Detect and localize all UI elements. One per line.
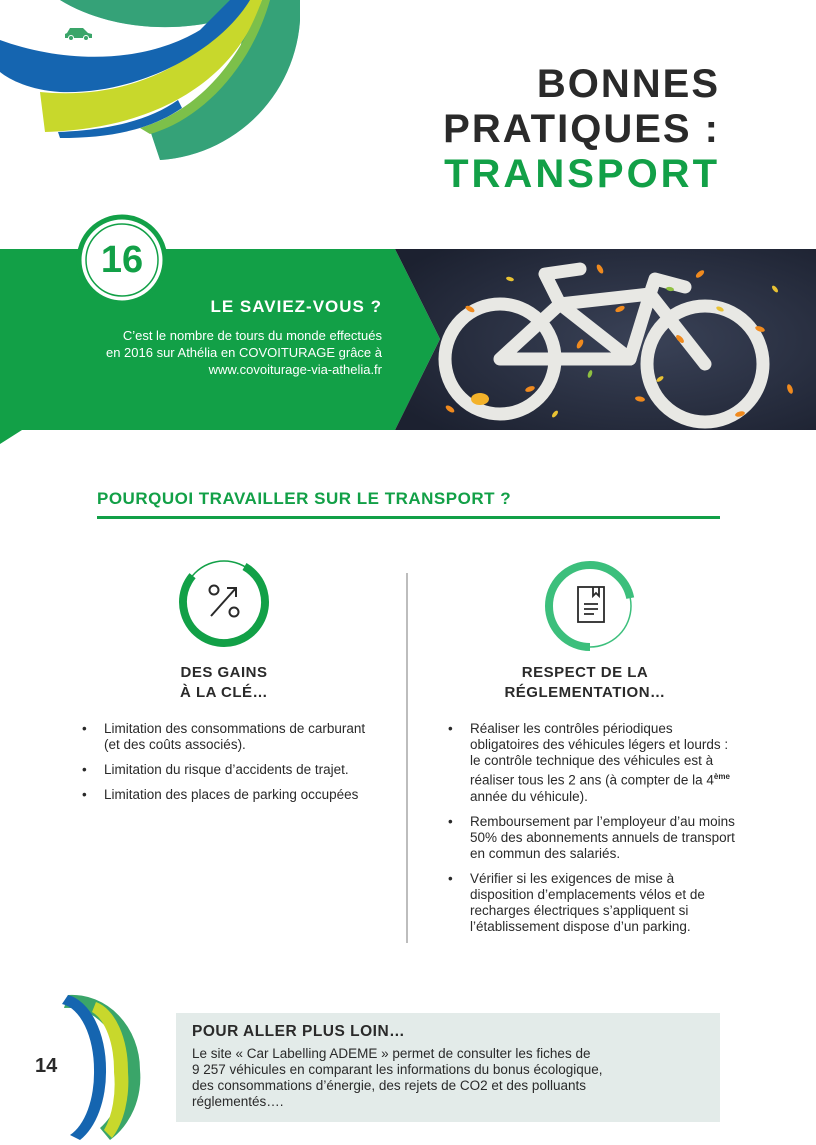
fact-text-link[interactable]: www.covoiturage-via-athelia.fr — [208, 362, 382, 377]
section-heading: POURQUOI TRAVAILLER SUR LE TRANSPORT ? — [97, 489, 512, 508]
reglementation-title — [480, 663, 690, 703]
stat-number: 16 — [100, 239, 144, 281]
page-title-line-1: BONNES — [536, 62, 720, 106]
list-item: • Vérifier si les exigences de mise à disposition d’emplacements vélos et de recharges électriques s’appliquent si l’établissement dispose d’un parking. — [446, 871, 736, 935]
page-number: 14 — [35, 1055, 58, 1077]
column-divider — [406, 573, 408, 943]
list-item: • Limitation des places de parking occupées — [80, 787, 370, 803]
reglementation-list — [446, 721, 736, 944]
list-item-text: année du véhicule). — [470, 788, 588, 804]
gains-title-line-2: À LA CLÉ… — [179, 684, 269, 701]
info-box-line-4: réglementés…. — [192, 1094, 284, 1109]
fact-title: LE SAVIEZ-VOUS ? — [210, 297, 382, 316]
gains-title-line-1: DES GAINS — [180, 664, 268, 681]
reglementation-title-line-1: RESPECT DE LA — [521, 664, 649, 681]
car-icon — [65, 28, 92, 41]
list-item: • Remboursement par l’employeur d’au moins 50% des abonnements annuels de transport en commun des salariés. — [446, 814, 736, 862]
info-box-title: POUR ALLER PLUS LOIN… — [192, 1023, 406, 1040]
gains-list — [80, 721, 370, 812]
ordinal-suffix: ème — [713, 772, 730, 781]
info-box-line-3: des consommations d’énergie, des rejets de CO2 et des polluants — [192, 1078, 586, 1093]
page-title-line-3: TRANSPORT — [444, 152, 720, 196]
percent-icon — [178, 556, 270, 648]
info-box — [176, 1013, 720, 1122]
decorative-arcs-top — [0, 0, 300, 165]
reglementation-title-line-2: RÉGLEMENTATION… — [504, 684, 666, 701]
document-icon — [544, 560, 636, 652]
info-box-text — [192, 1046, 704, 1110]
fact-text — [30, 327, 382, 378]
decorative-arcs-bottom — [0, 990, 150, 1145]
page-title-line-2: PRATIQUES : — [443, 107, 720, 151]
list-item: • Limitation du risque d’accidents de trajet. — [80, 762, 370, 778]
info-box-line-2: 9 257 véhicules en comparant les informations du bonus écologique, — [192, 1062, 603, 1077]
info-box-line-1: Le site « Car Labelling ADEME » permet de consulter les fiches de — [192, 1046, 591, 1061]
fact-text-line-1: C’est le nombre de tours du monde effectués — [122, 328, 382, 343]
gains-title — [140, 663, 308, 703]
section-divider — [97, 516, 720, 519]
list-item — [446, 721, 736, 805]
fact-text-line-2: en 2016 sur Athélia en COVOITURAGE grâce à — [105, 345, 382, 360]
list-item-text: Réaliser les contrôles périodiques obligatoires des véhicules légers et lourds : le contrôle technique des véhicules est à réaliser tous les 2 ans (à compter de la 4 — [470, 721, 729, 788]
page-title — [443, 62, 720, 197]
list-item: • Limitation des consommations de carburant (et des coûts associés). — [80, 721, 370, 753]
